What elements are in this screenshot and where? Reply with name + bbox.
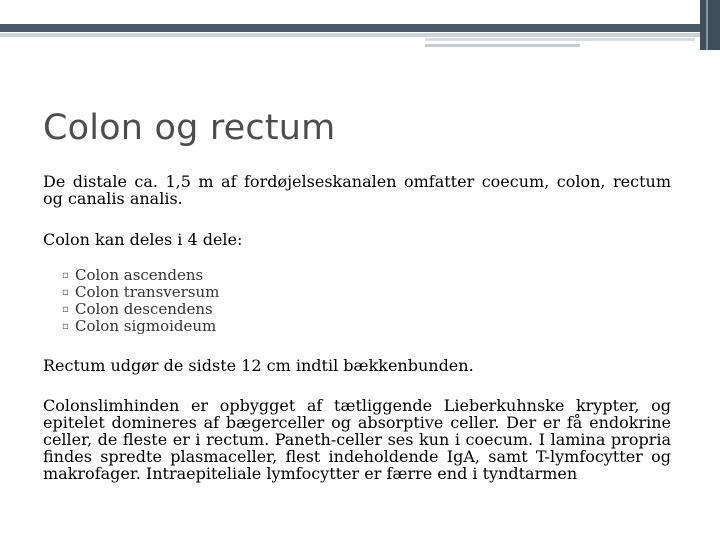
intro-paragraph: De distale ca. 1,5 m af fordøjelseskanalen omfatter coecum, colon, rectum og canalis analis.	[43, 172, 671, 208]
mucosa-paragraph: Colonslimhinden er opbygget af tætliggende Lieberkuhnske krypter, og epitelet domineres af bægerceller og absorptive celler. Der er få endokrine celler, de fleste er i rectum. Paneth-celler ses kun i coecum. I lamina propria findes spredte plasmaceller, flest indeholdende IgA, samt T-lymfocytter og makrofager. Intraepiteliale lymfocytter er færre end i tyndtarmen	[43, 396, 671, 483]
list-item-label: Colon sigmoideum	[75, 317, 217, 335]
header-band-right-block	[700, 0, 720, 50]
list-item	[62, 301, 219, 318]
list-item	[62, 284, 219, 301]
square-bullet-icon: ▫	[62, 321, 69, 332]
list-item	[62, 267, 219, 284]
list-item-label: Colon ascendens	[75, 266, 204, 284]
header-band-light-shorter	[425, 44, 580, 47]
square-bullet-icon: ▫	[62, 287, 69, 298]
slide-title: Colon og rectum	[43, 108, 336, 148]
list-item	[62, 318, 219, 335]
square-bullet-icon: ▫	[62, 304, 69, 315]
list-item-label: Colon transversum	[75, 283, 220, 301]
colon-parts-list	[62, 267, 219, 335]
header-band-dark	[0, 24, 700, 32]
header-band-light-short	[425, 38, 695, 41]
square-bullet-icon: ▫	[62, 270, 69, 281]
header-band-light	[0, 33, 700, 37]
header-band-right-line	[706, 0, 708, 50]
list-item-label: Colon descendens	[75, 300, 213, 318]
parts-paragraph: Colon kan deles i 4 dele:	[43, 230, 243, 249]
rectum-paragraph: Rectum udgør de sidste 12 cm indtil bækkenbunden.	[43, 356, 474, 375]
